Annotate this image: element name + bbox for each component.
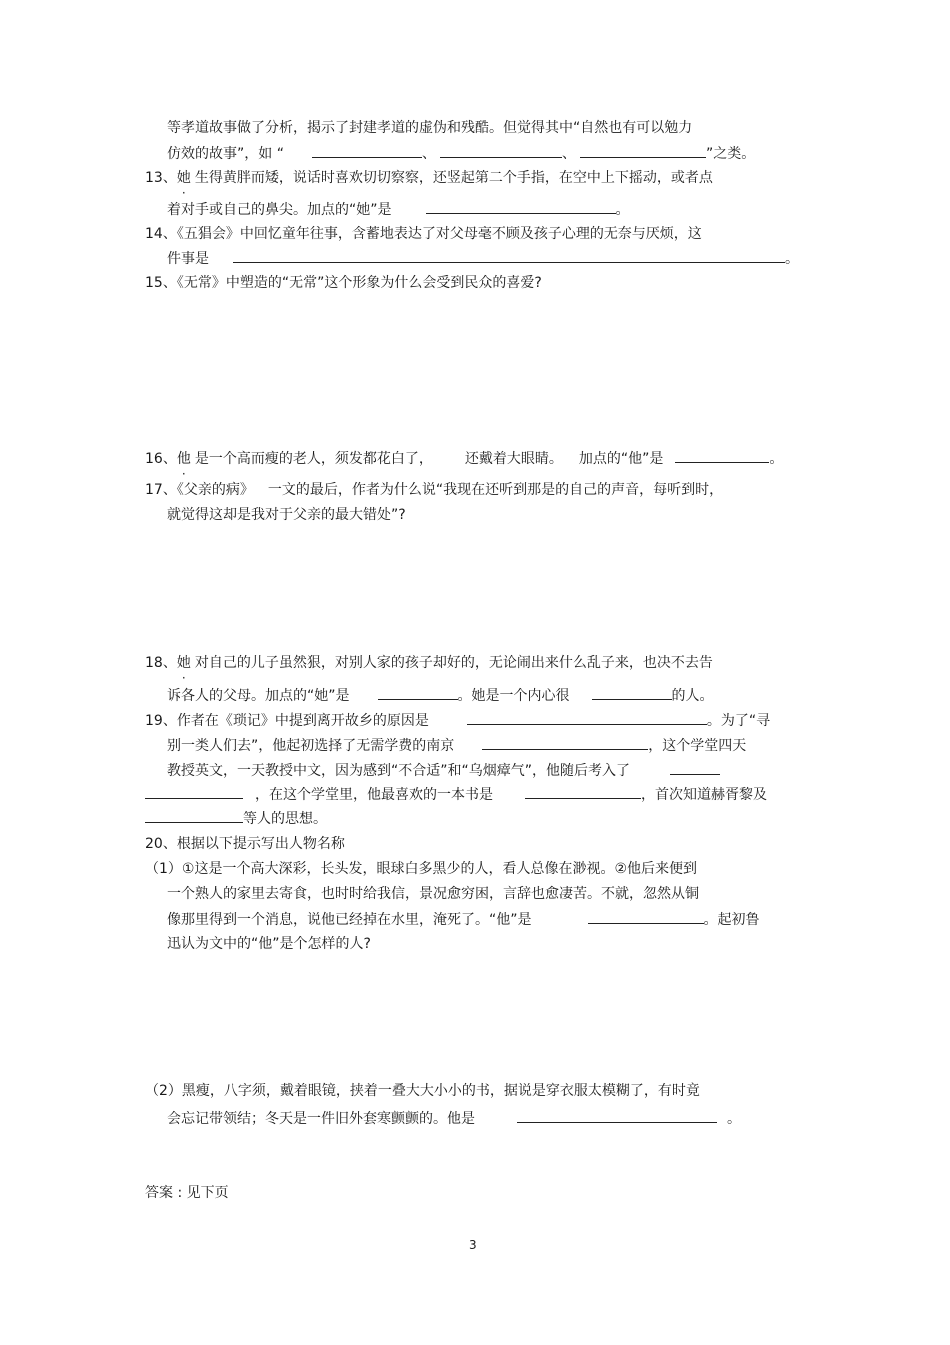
q19-line2-text: 别一类人们去”，他起初选择了无需学费的南京 [167,738,455,754]
q13-dotted-word: 她 [176,170,191,186]
q18-blank-1[interactable] [378,685,458,700]
q19-blank-school-1[interactable] [482,735,648,750]
q14-line1: 14、《五猖会》中回忆童年往事，含蓄地表达了对父母毫不顾及孩子心理的无奈与厌烦，这 [145,226,702,242]
q18-dotted-word: 她 [176,655,191,671]
q19-blank-school-2a[interactable] [670,760,720,775]
q19-line2 [167,735,746,756]
answer-note: 答案 : 见下页 [145,1185,229,1201]
q16-number: 16、 [145,451,177,467]
q20-p2-line1: （2）黑瘦，八字须，戴着眼镜，挟着一叠大大小小的书，据说是穿衣服太模糊了，有时竟 [145,1083,700,1099]
q19-line3-text: 教授英文，一天教授中文，因为感到“不合适”和“乌烟瘴气”，他随后考入了 [167,763,631,779]
q18-line1-text: 对自己的儿子虽然狠，对别人家的孩子却好的，无论闹出来什么乱子来，也决不去告 [194,655,713,671]
q19-blank-school-2b[interactable] [145,784,243,799]
q19-line5-end: 等人的思想。 [243,811,327,827]
q12-blank-3[interactable] [580,143,706,158]
q12-line1: 等孝道故事做了分析，揭示了封建孝道的虚伪和残酷。但觉得其中“自然也有可以勉力 [167,120,693,136]
q15-question: 15、《无常》中塑造的“无常”这个形象为什么会受到民众的喜爱? [145,275,542,291]
q18-number: 18、 [145,655,177,671]
q16-end: 。 [769,451,784,467]
q19-line4-end: ，首次知道赫胥黎及 [641,787,767,803]
q12-line2-text: 仿效的故事”，如 “ [167,146,284,162]
q12-line2 [167,143,755,164]
q18-line2-mid: 。她是一个内心很 [457,688,570,704]
q20-p1-line2: 一个熟人的家里去寄食，也时时给我信，景况愈穷困，言辞也愈凄苦。不就，忽然从铜 [167,886,699,902]
q18-line2-text: 诉各人的父母。加点的“她”是 [167,688,350,704]
q17-line1-text: 一文的最后，作者为什么说“我现在还听到那是的自己的声音，每听到时， [267,482,724,498]
q20-p2-line2 [167,1108,741,1129]
q16-line [145,448,783,469]
q20-p1-line3-end: 。起初鲁 [703,912,760,928]
q12-line2-end: ”之类。 [705,146,756,162]
q16-text-2: 还戴着大眼睛。 [464,451,563,467]
q20-p2-answer-blank[interactable] [517,1108,717,1123]
q19-line2-end: ，这个学堂四天 [648,738,747,754]
q13-line2-end: 。 [615,202,630,218]
q16-dotted-word: 他 [176,451,191,467]
q17-line1 [145,480,723,500]
q20-p1-line4: 迅认为文中的“他”是个怎样的人? [167,936,371,952]
q19-line1-text: 19、作者在《琐记》中提到离开故乡的原因是 [145,713,429,729]
q18-blank-2[interactable] [592,685,672,700]
q13-line1-text: 生得黄胖而矮，说话时喜欢切切察察，还竖起第二个手指，在空中上下摇动，或者点 [194,170,713,186]
q13-line1 [145,168,713,188]
q17-line1-title: 17、《父亲的病》 [145,482,254,498]
q17-line2: 就觉得这却是我对于父亲的最大错处”? [167,507,406,523]
q14-line2-end: 。 [785,251,799,267]
q20-p2-line2-text: 会忘记带领结；冬天是一件旧外套寒颤颤的。他是 [167,1111,475,1127]
q20-p2-line2-end: 。 [727,1111,741,1127]
page-number: 3 [469,1238,477,1252]
q16-text-3: 加点的“他”是 [578,451,664,467]
q12-blank-2[interactable] [440,143,562,158]
q13-line2-text: 着对手或自己的鼻尖。加点的“她”是 [167,202,392,218]
q14-line2 [167,248,799,269]
q20-p1-line3 [167,909,760,930]
q19-blank-book[interactable] [525,784,641,799]
q14-line2-text: 件事是 [167,251,209,267]
q18-line2 [167,685,714,706]
q12-sep-1: 、 [421,146,436,162]
q12-sep-2: 、 [561,146,576,162]
q20-p1-line1: （1）①这是一个高大深彩，长头发，眼球白多黑少的人，看人总像在渺视。②他后来便到 [145,861,698,877]
q19-line5 [145,808,327,829]
q20-p1-answer-blank[interactable] [588,909,704,924]
q19-blank-reason[interactable] [467,710,707,725]
q19-line4 [145,784,767,805]
q16-answer-blank[interactable] [675,448,769,463]
q12-blank-1[interactable] [312,143,422,158]
q14-answer-blank[interactable] [233,248,785,263]
q20-title: 20、根据以下提示写出人物名称 [145,836,345,852]
q19-line4-text: ，在这个学堂里，他最喜欢的一本书是 [255,787,493,803]
q13-answer-blank[interactable] [426,199,616,214]
q19-blank-thinkers[interactable] [145,808,243,823]
q13-line2 [167,199,630,220]
q19-line3 [167,760,720,781]
q18-line2-end: 的人。 [671,688,714,704]
q16-text-1: 是一个高而瘦的老人，须发都花白了， [194,451,433,467]
q20-p1-line3-text: 像那里得到一个消息，说他已经掉在水里，淹死了。“他”是 [167,912,532,928]
q13-number: 13、 [145,170,177,186]
q18-line1 [145,653,713,673]
q19-line1-end: 。为了“寻 [706,713,771,729]
q19-line1 [145,710,770,731]
